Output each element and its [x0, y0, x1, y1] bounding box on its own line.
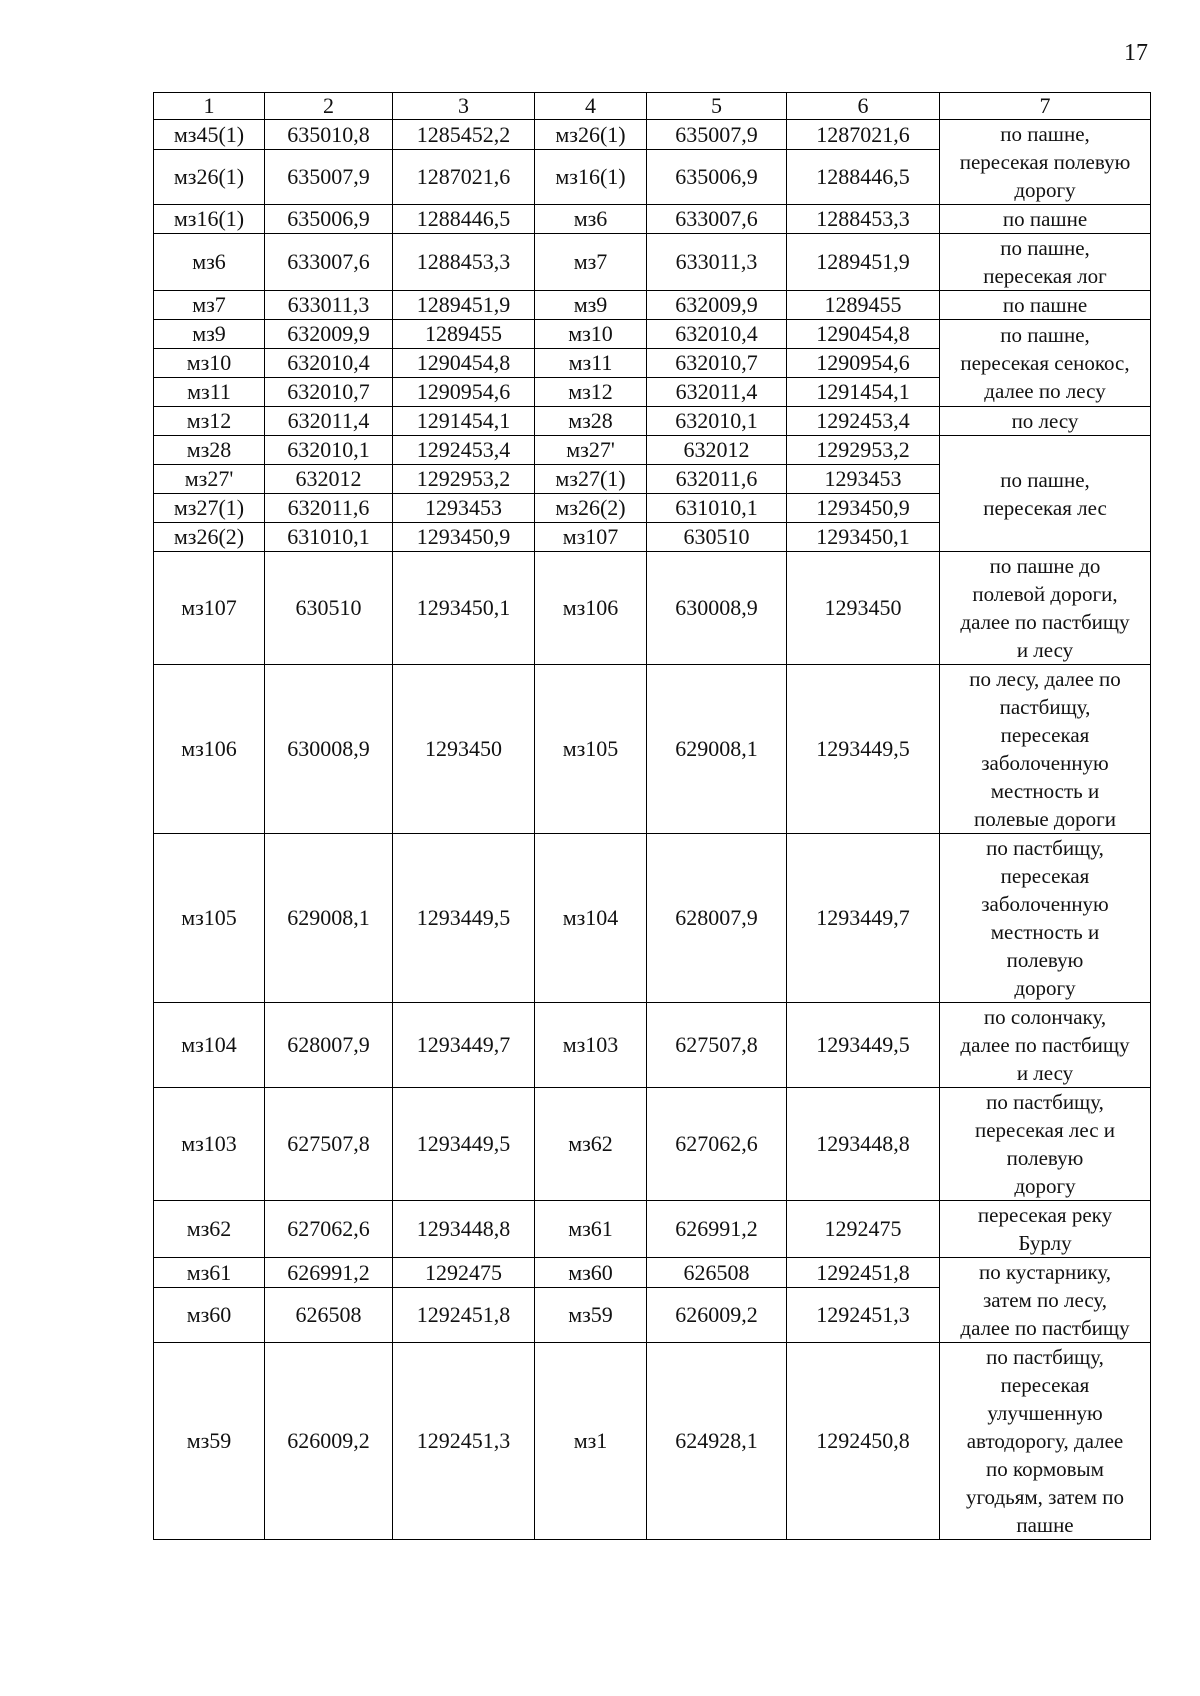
- point-id-cell: мз104: [535, 834, 647, 1003]
- description-line: по пашне: [1002, 207, 1088, 231]
- coordinate-cell: 630510: [647, 523, 787, 552]
- coordinate-cell: 632010,7: [647, 349, 787, 378]
- coordinate-cell: 1285452,2: [393, 120, 535, 150]
- boundary-description-cell: [940, 205, 1151, 234]
- table-row: [154, 407, 1151, 436]
- point-id-cell: мз16(1): [535, 150, 647, 205]
- coordinate-cell: 1290454,8: [787, 320, 940, 349]
- coordinate-cell: 629008,1: [265, 834, 393, 1003]
- header-cell: 5: [647, 93, 787, 120]
- point-id-cell: мз103: [154, 1088, 265, 1201]
- boundary-description-cell: [940, 1258, 1151, 1343]
- coordinate-cell: 1289455: [393, 320, 535, 349]
- table-header-row: [154, 93, 1151, 120]
- description-line: и лесу: [1016, 638, 1074, 662]
- coordinate-cell: 1293450,9: [393, 523, 535, 552]
- point-id-cell: мз26(2): [535, 494, 647, 523]
- coordinate-cell: 1292451,3: [393, 1343, 535, 1540]
- coordinate-cell: 631010,1: [647, 494, 787, 523]
- description-line: заболоченную: [981, 751, 1109, 775]
- coordinate-cell: 1292453,4: [393, 436, 535, 465]
- description-line: полевую: [1006, 1146, 1084, 1170]
- coordinate-cell: 1292475: [787, 1201, 940, 1258]
- description-line: далее по пастбищу: [960, 1316, 1130, 1340]
- coordinate-cell: 630008,9: [647, 552, 787, 665]
- coordinate-cell: 632011,6: [265, 494, 393, 523]
- coordinate-cell: 1293448,8: [787, 1088, 940, 1201]
- coordinate-cell: 1292451,8: [393, 1288, 535, 1343]
- boundary-description-cell: [940, 320, 1151, 407]
- point-id-cell: мз60: [535, 1258, 647, 1288]
- table-row: [154, 1003, 1151, 1088]
- boundary-coordinates-table: [153, 92, 1151, 1540]
- description-line: по солончаку,: [983, 1005, 1107, 1029]
- coordinate-cell: 627062,6: [265, 1201, 393, 1258]
- coordinate-cell: 627062,6: [647, 1088, 787, 1201]
- description-line: по пастбищу,: [986, 836, 1104, 860]
- coordinate-cell: 631010,1: [265, 523, 393, 552]
- coordinate-cell: 1287021,6: [787, 120, 940, 150]
- description-line: по пашне,: [1000, 467, 1090, 492]
- point-id-cell: мз27(1): [154, 494, 265, 523]
- coordinate-cell: 635006,9: [647, 150, 787, 205]
- header-cell: 7: [940, 93, 1151, 120]
- description-line: по пастбищу,: [986, 1345, 1104, 1369]
- description-line: угодьям, затем по: [965, 1485, 1125, 1509]
- coordinate-cell: 1292953,2: [787, 436, 940, 465]
- description-line: по пашне до: [989, 554, 1101, 578]
- coordinate-cell: 1292453,4: [787, 407, 940, 436]
- point-id-cell: мз61: [535, 1201, 647, 1258]
- point-id-cell: мз11: [154, 378, 265, 407]
- point-id-cell: мз27': [535, 436, 647, 465]
- point-id-cell: мз62: [154, 1201, 265, 1258]
- description-line: далее по лесу: [984, 379, 1106, 403]
- point-id-cell: мз60: [154, 1288, 265, 1343]
- table-row: [154, 120, 1151, 150]
- description-line: по лесу: [1011, 409, 1079, 433]
- coordinate-cell: 626508: [265, 1288, 393, 1343]
- description-line: и лесу: [1016, 1061, 1074, 1085]
- point-id-cell: мз12: [535, 378, 647, 407]
- boundary-description-cell: [940, 1003, 1151, 1088]
- boundary-description-cell: [940, 234, 1151, 291]
- description-line: полевые дороги: [974, 807, 1116, 831]
- description-line: по кустарнику,: [979, 1260, 1111, 1284]
- coordinate-cell: 1293453: [787, 465, 940, 494]
- table-row: [154, 1343, 1151, 1540]
- coordinate-cell: 1293450,9: [787, 494, 940, 523]
- coordinate-cell: 1289455: [787, 291, 940, 320]
- table-row: [154, 205, 1151, 234]
- coordinate-cell: 1288446,5: [393, 205, 535, 234]
- description-line: пересекая: [1000, 864, 1090, 888]
- description-line: по пастбищу,: [986, 1090, 1104, 1114]
- coordinate-cell: 626991,2: [265, 1258, 393, 1288]
- boundary-description-cell: [940, 1343, 1151, 1540]
- coordinate-cell: 632010,4: [647, 320, 787, 349]
- coordinate-cell: 1287021,6: [393, 150, 535, 205]
- coordinate-cell: 632012: [647, 436, 787, 465]
- header-cell: 2: [265, 93, 393, 120]
- point-id-cell: мз59: [535, 1288, 647, 1343]
- coordinate-cell: 1292451,3: [787, 1288, 940, 1343]
- description-line: полевой дороги,: [972, 582, 1118, 606]
- table-row: [154, 291, 1151, 320]
- coordinate-cell: 1293449,5: [393, 834, 535, 1003]
- point-id-cell: мз103: [535, 1003, 647, 1088]
- description-line: дорогу: [1014, 976, 1076, 1000]
- table-row: [154, 552, 1151, 665]
- description-line: по пашне,: [1000, 323, 1090, 347]
- coordinate-cell: 1292953,2: [393, 465, 535, 494]
- point-id-cell: мз7: [154, 291, 265, 320]
- point-id-cell: мз11: [535, 349, 647, 378]
- point-id-cell: мз7: [535, 234, 647, 291]
- table-row: [154, 1088, 1151, 1201]
- point-id-cell: мз6: [154, 234, 265, 291]
- description-line: затем по лесу,: [982, 1288, 1108, 1312]
- coordinate-cell: 633011,3: [647, 234, 787, 291]
- description-line: пересекая лес: [983, 495, 1107, 520]
- coordinate-cell: 632010,1: [265, 436, 393, 465]
- description-line: по пашне,: [1000, 122, 1090, 146]
- coordinate-cell: 1293449,5: [787, 1003, 940, 1088]
- point-id-cell: мз10: [154, 349, 265, 378]
- description-line: дорогу: [1014, 178, 1076, 202]
- point-id-cell: мз105: [535, 665, 647, 834]
- description-line: дорогу: [1014, 1174, 1076, 1198]
- page-number: 17: [1124, 40, 1148, 66]
- boundary-description-cell: [940, 834, 1151, 1003]
- description-line: далее по пастбищу: [960, 1033, 1130, 1057]
- header-cell: 3: [393, 93, 535, 120]
- coordinate-cell: 1293449,7: [393, 1003, 535, 1088]
- description-line: по лесу, далее по: [969, 667, 1121, 691]
- description-line: по кормовым: [986, 1457, 1104, 1481]
- point-id-cell: мз1: [535, 1343, 647, 1540]
- coordinate-cell: 1290954,6: [393, 378, 535, 407]
- boundary-description-cell: [940, 407, 1151, 436]
- coordinate-cell: 1291454,1: [787, 378, 940, 407]
- description-line: пересекая сенокос,: [960, 351, 1130, 375]
- description-line: улучшенную: [987, 1401, 1103, 1425]
- point-id-cell: мз45(1): [154, 120, 265, 150]
- coordinate-cell: 629008,1: [647, 665, 787, 834]
- coordinate-cell: 1293450,1: [393, 552, 535, 665]
- point-id-cell: мз104: [154, 1003, 265, 1088]
- coordinate-cell: 1289451,9: [393, 291, 535, 320]
- description-line: пересекая лог: [983, 264, 1107, 288]
- point-id-cell: мз27(1): [535, 465, 647, 494]
- coordinate-cell: 626009,2: [647, 1288, 787, 1343]
- point-id-cell: мз26(1): [154, 150, 265, 205]
- description-line: по пашне,: [1000, 236, 1090, 260]
- coordinate-cell: 627507,8: [265, 1088, 393, 1201]
- description-line: пастбищу,: [999, 695, 1091, 719]
- boundary-description-cell: [940, 1088, 1151, 1201]
- coordinate-cell: 1293453: [393, 494, 535, 523]
- description-line: пересекая: [1000, 1373, 1090, 1397]
- point-id-cell: мз9: [154, 320, 265, 349]
- description-line: пересекая лес и: [974, 1118, 1116, 1142]
- header-cell: 1: [154, 93, 265, 120]
- boundary-description-cell: [940, 436, 1151, 552]
- coordinate-cell: 1293450,1: [787, 523, 940, 552]
- boundary-description-cell: [940, 120, 1151, 205]
- coordinate-cell: 1293449,5: [787, 665, 940, 834]
- coordinate-cell: 1291454,1: [393, 407, 535, 436]
- boundary-description-cell: [940, 665, 1151, 834]
- point-id-cell: мз106: [154, 665, 265, 834]
- coordinate-cell: 635007,9: [265, 150, 393, 205]
- coordinate-cell: 635010,8: [265, 120, 393, 150]
- coordinate-cell: 632011,6: [647, 465, 787, 494]
- description-line: местность и: [990, 920, 1100, 944]
- boundary-description-cell: [940, 552, 1151, 665]
- point-id-cell: мз28: [535, 407, 647, 436]
- coordinate-cell: 626508: [647, 1258, 787, 1288]
- table-row: [154, 320, 1151, 349]
- description-line: пашне: [1016, 1513, 1074, 1537]
- coordinate-cell: 626991,2: [647, 1201, 787, 1258]
- coordinate-cell: 633007,6: [647, 205, 787, 234]
- description-line: пересекая: [1000, 723, 1090, 747]
- table-row: [154, 1258, 1151, 1288]
- point-id-cell: мз9: [535, 291, 647, 320]
- coordinate-cell: 1293450: [393, 665, 535, 834]
- header-cell: 6: [787, 93, 940, 120]
- coordinate-cell: 1292450,8: [787, 1343, 940, 1540]
- point-id-cell: мз59: [154, 1343, 265, 1540]
- coordinate-cell: 1288446,5: [787, 150, 940, 205]
- coordinate-cell: 632010,7: [265, 378, 393, 407]
- description-line: местность и: [990, 779, 1100, 803]
- coordinate-cell: 632011,4: [647, 378, 787, 407]
- coordinate-cell: 626009,2: [265, 1343, 393, 1540]
- coordinate-cell: 1290954,6: [787, 349, 940, 378]
- coordinate-cell: 632012: [265, 465, 393, 494]
- description-line: по пашне: [1002, 293, 1088, 317]
- point-id-cell: мз61: [154, 1258, 265, 1288]
- coordinate-cell: 1290454,8: [393, 349, 535, 378]
- description-line: пересекая реку: [977, 1203, 1113, 1227]
- header-cell: 4: [535, 93, 647, 120]
- coordinate-cell: 632010,1: [647, 407, 787, 436]
- coordinate-cell: 630008,9: [265, 665, 393, 834]
- coordinate-cell: 1293450: [787, 552, 940, 665]
- coordinate-cell: 624928,1: [647, 1343, 787, 1540]
- coordinate-cell: 632009,9: [647, 291, 787, 320]
- description-line: заболоченную: [981, 892, 1109, 916]
- coordinate-cell: 633011,3: [265, 291, 393, 320]
- point-id-cell: мз26(2): [154, 523, 265, 552]
- point-id-cell: мз27': [154, 465, 265, 494]
- point-id-cell: мз26(1): [535, 120, 647, 150]
- point-id-cell: мз6: [535, 205, 647, 234]
- point-id-cell: мз10: [535, 320, 647, 349]
- coordinate-cell: 1293448,8: [393, 1201, 535, 1258]
- table-row: [154, 436, 1151, 465]
- description-line: полевую: [1006, 948, 1084, 972]
- coordinate-cell: 632011,4: [265, 407, 393, 436]
- coordinate-cell: 633007,6: [265, 234, 393, 291]
- point-id-cell: мз107: [154, 552, 265, 665]
- point-id-cell: мз16(1): [154, 205, 265, 234]
- table-row: [154, 1201, 1151, 1258]
- coordinate-cell: 1292451,8: [787, 1258, 940, 1288]
- coordinate-cell: 628007,9: [265, 1003, 393, 1088]
- point-id-cell: мз105: [154, 834, 265, 1003]
- boundary-description-cell: [940, 291, 1151, 320]
- coordinate-cell: 635007,9: [647, 120, 787, 150]
- coordinate-cell: 632009,9: [265, 320, 393, 349]
- coordinate-cell: 1288453,3: [787, 205, 940, 234]
- coordinate-cell: 1288453,3: [393, 234, 535, 291]
- coordinate-cell: 1289451,9: [787, 234, 940, 291]
- coordinate-cell: 632010,4: [265, 349, 393, 378]
- table-row: [154, 834, 1151, 1003]
- point-id-cell: мз12: [154, 407, 265, 436]
- point-id-cell: мз62: [535, 1088, 647, 1201]
- description-line: далее по пастбищу: [960, 610, 1130, 634]
- coordinate-cell: 630510: [265, 552, 393, 665]
- coordinate-cell: 1292475: [393, 1258, 535, 1288]
- table-row: [154, 665, 1151, 834]
- point-id-cell: мз28: [154, 436, 265, 465]
- description-line: Бурлу: [1018, 1231, 1072, 1255]
- description-line: автодорогу, далее: [966, 1429, 1124, 1453]
- coordinate-cell: 1293449,7: [787, 834, 940, 1003]
- boundary-description-cell: [940, 1201, 1151, 1258]
- description-line: пересекая полевую: [959, 150, 1131, 174]
- coordinate-cell: 627507,8: [647, 1003, 787, 1088]
- table-row: [154, 234, 1151, 291]
- point-id-cell: мз106: [535, 552, 647, 665]
- coordinate-cell: 628007,9: [647, 834, 787, 1003]
- coordinate-cell: 635006,9: [265, 205, 393, 234]
- point-id-cell: мз107: [535, 523, 647, 552]
- coordinate-cell: 1293449,5: [393, 1088, 535, 1201]
